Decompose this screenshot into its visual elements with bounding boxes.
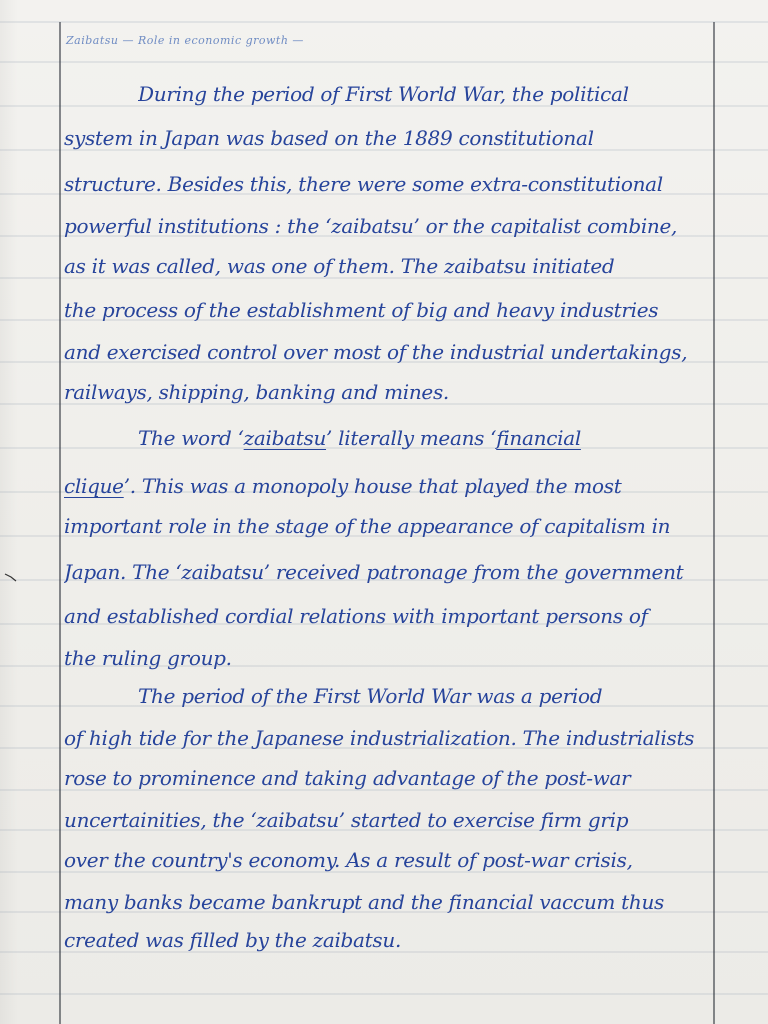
essay-line: of high tide for the Japanese industrialization. The industrialists: [64, 726, 695, 750]
essay-line: The period of the First World War was a period: [138, 684, 603, 708]
essay-line: During the period of First World War, the political: [138, 82, 629, 106]
essay-line: the ruling group.: [64, 646, 232, 670]
essay-line: system in Japan was based on the 1889 constitutional: [64, 126, 594, 150]
essay-line: important role in the stage of the appearance of capitalism in: [64, 514, 671, 538]
essay-line: and exercised control over most of the industrial undertakings,: [64, 340, 688, 364]
text-run: The word ‘: [138, 426, 244, 450]
essay-line: many banks became bankrupt and the financial vaccum thus: [64, 890, 664, 914]
essay-line: rose to prominence and taking advantage of the post-war: [64, 766, 631, 790]
essay-line: and established cordial relations with important persons of: [64, 604, 648, 628]
essay-line: over the country's economy. As a result of post-war crisis,: [64, 848, 633, 872]
essay-line: structure. Besides this, there were some extra-constitutional: [64, 172, 663, 196]
essay-line: uncertainities, the ‘zaibatsu’ started to exercise firm grip: [64, 808, 629, 832]
essay-line: created was filled by the zaibatsu.: [64, 928, 402, 952]
text-run: ’. This was a monopoly house that played the most: [123, 474, 622, 498]
underlined-word: financial: [496, 426, 581, 450]
essay-line: powerful institutions : the ‘zaibatsu’ or the capitalist combine,: [64, 214, 678, 238]
text-run: ’ literally means ‘: [326, 426, 497, 450]
essay-line: as it was called, was one of them. The zaibatsu initiated: [64, 254, 615, 278]
underlined-word: clique: [64, 474, 124, 498]
page-heading: Zaibatsu — Role in economic growth —: [66, 34, 304, 47]
essay-line: [138, 426, 714, 450]
essay-line: railways, shipping, banking and mines.: [64, 380, 449, 404]
essay-line: the process of the establishment of big and heavy industries: [64, 298, 659, 322]
underlined-word: zaibatsu: [243, 426, 327, 450]
essay-line: Japan. The ‘zaibatsu’ received patronage from the government: [64, 560, 684, 584]
essay-line: [64, 474, 714, 498]
